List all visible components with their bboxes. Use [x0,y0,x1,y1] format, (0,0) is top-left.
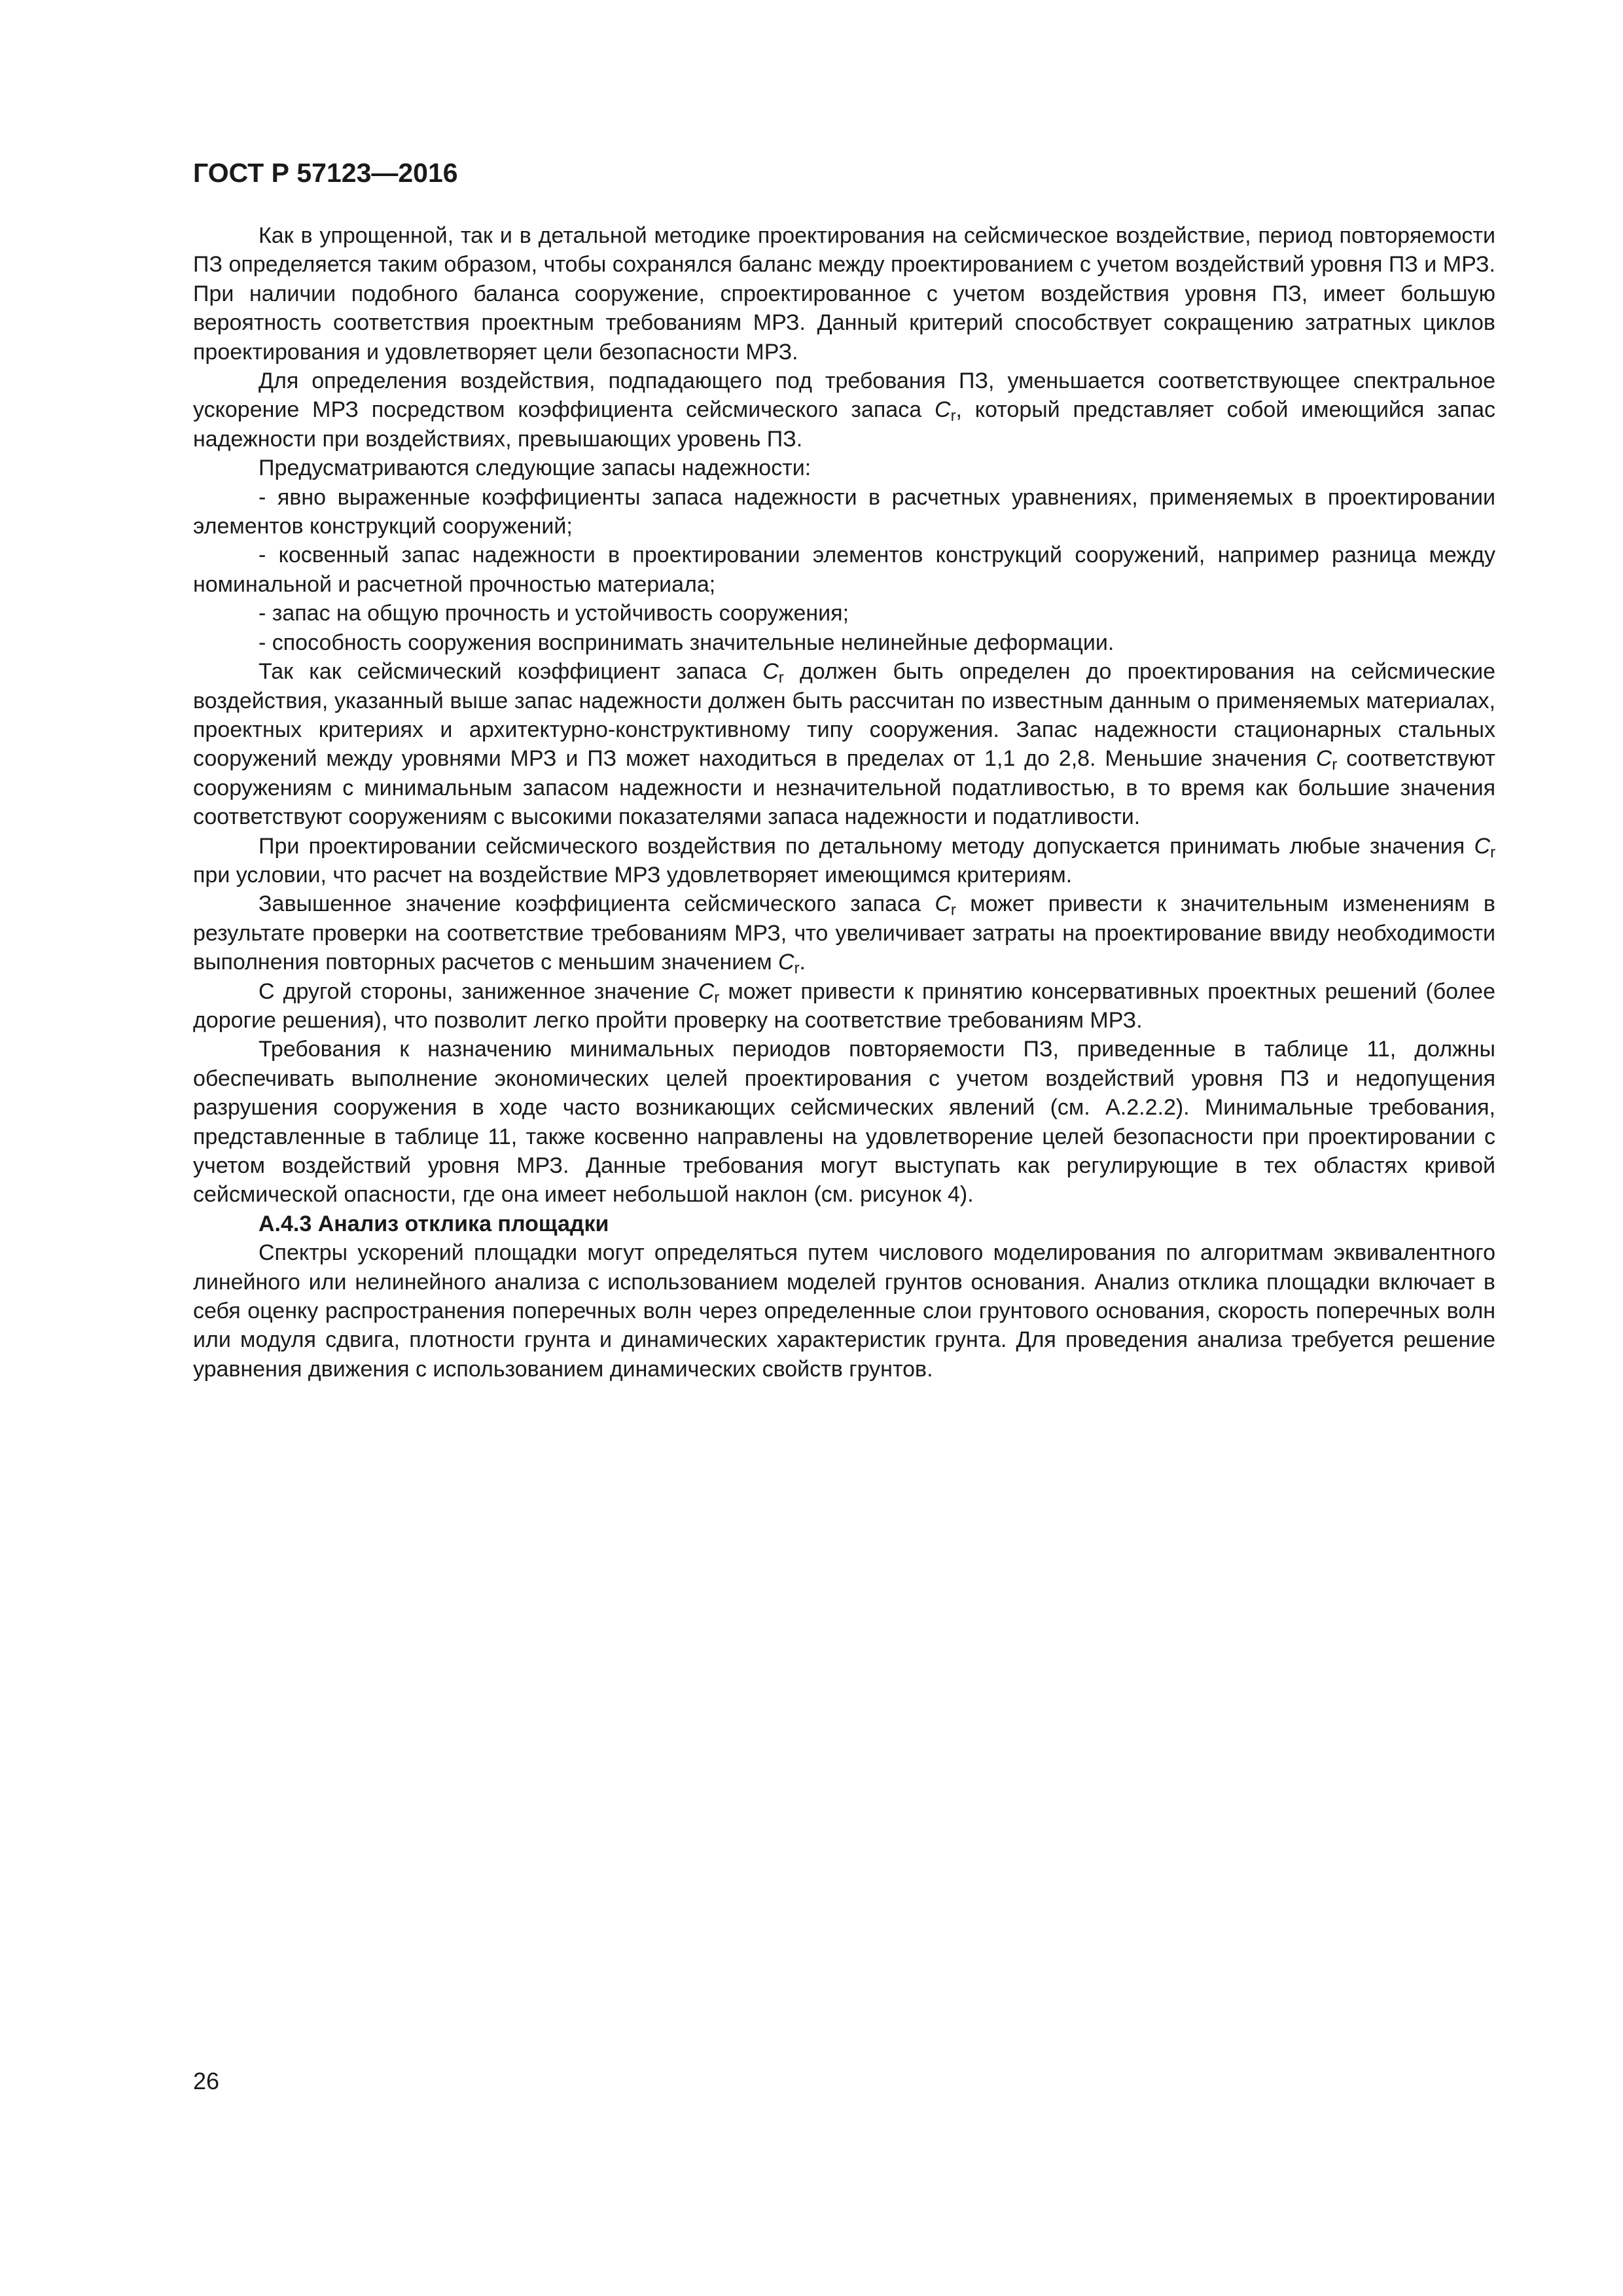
list-item-3: - запас на общую прочность и устойчивость сооружения; [259,601,849,626]
symbol-cr: $C_r$ [698,978,720,1007]
paragraph-2 [193,367,1495,454]
symbol-cr: $C_r$ [762,659,784,687]
document-body [193,221,1495,1384]
paragraph-6-text-b: может привести к значительным изменениям в результате проверки на соответствие требованиям МРЗ, что увеличивает затраты на проектирование ввиду необходимости выполнения повторных расчетов с меньшим значением [193,891,1495,975]
paragraph-6-text-c: . [799,950,806,975]
page-number: 26 [193,2068,220,2094]
symbol-cr: $C_r$ [778,950,800,978]
paragraph-4 [193,657,1495,831]
document-code-header: ГОСТ Р 57123—2016 [193,158,458,188]
paragraph-5 [193,832,1495,890]
paragraph-4-text-b: должен быть определен до проектирования на сейсмические воздействия, указанный выше запас надежности должен быть рассчитан по известным данным о применяемых материалах, проектных критериях и архитектурно-конструктивному типу сооружения. Запас надежности стационарных стальных сооружений между уровнями МРЗ и ПЗ может находиться в пределах от 1,1 до 2,8. Меньшие значения [193,659,1495,772]
list-item-4: - способность сооружения воспринимать значительные нелинейные деформации. [259,630,1115,655]
paragraph-8: Требования к назначению минимальных периодов повторяемости ПЗ, приведенные в таблице 11, должны обеспечивать выполнение экономических целей проектирования с учетом воздействий уровня ПЗ и недопущения разрушения сооружения в ходе часто возникающих сейсмических явлений (см. А.2.2.2). Минимальные требования, представленные в таблице 11, также косвенно направлены на удовлетворение целей безопасности при проектировании с учетом воздействий уровня МРЗ. Данные требования могут выступать как регулирующие в тех областях кривой сейсмической опасности, где она имеет небольшой наклон (см. рисунок 4). [193,1037,1495,1208]
document-page [193,157,1495,1384]
section-heading-a43: А.4.3 Анализ отклика площадки [259,1211,609,1236]
list-item-2: - косвенный запас надежности в проектировании элементов конструкций сооружений, например разница между номинальной и расчетной прочностью материала; [193,543,1495,597]
symbol-cr: $C_r$ [1315,746,1338,774]
symbol-cr: $C_r$ [1474,833,1495,861]
paragraph-7-text-b: может привести к принятию консервативных проектных решений (более дорогие решения), что позволит легко пройти проверку на соответствие требованиям МРЗ. [193,978,1495,1033]
paragraph-7 [193,977,1495,1035]
paragraph-1: Как в упрощенной, так и в детальной методике проектирования на сейсмическое воздействие, период повторяемости ПЗ определяется таким образом, чтобы сохранялся баланс между проектированием с учетом воздействий уровня ПЗ и МРЗ. При наличии подобного баланса сооружение, спроектированное с учетом воздействия уровня ПЗ, имеет большую вероятность соответствия проектным требованиям МРЗ. Данный критерий способствует сокращению затратных циклов проектирования и удовлетворяет цели безопасности МРЗ. [193,223,1495,365]
symbol-cr: $C_r$ [935,891,956,920]
paragraph-4-text-c: соответствуют сооружениям с минимальным запасом надежности и незначительной податливостью, в то время как большие значения соответствуют сооружениям с высокими показателями запаса надежности и податливости. [193,746,1495,830]
paragraph-6-text-a: Завышенное значение коэффициента сейсмического запаса [259,891,935,917]
list-item-1: - явно выраженные коэффициенты запаса надежности в расчетных уравнениях, применяемых в проектировании элементов конструкций сооружений; [193,484,1495,539]
paragraph-2-text-b: , который представляет собой имеющийся запас надежности при воздействиях, превышающих уровень ПЗ. [193,397,1495,452]
paragraph-6 [193,889,1495,977]
paragraph-5-text-a: При проектировании сейсмического воздействия по детальному методу допускается принимать любые значения [259,833,1474,859]
paragraph-5-text-b: при условии, что расчет на воздействие МРЗ удовлетворяет имеющимся критериям. [193,862,1073,888]
paragraph-7-text-a: С другой стороны, заниженное значение [259,978,698,1004]
paragraph-4-text-a: Так как сейсмический коэффициент запаса [259,659,763,685]
symbol-cr: $C_r$ [935,397,956,425]
paragraph-3: Предусматриваются следующие запасы надежности: [259,456,812,481]
paragraph-9: Спектры ускорений площадки могут определяться путем числового моделирования по алгоритмам эквивалентного линейного или нелинейного анализа с использованием моделей грунтов основания. Анализ отклика площадки включает в себя оценку распространения поперечных волн через определенные слои грунтового основания, скорость поперечных волн или модуля сдвига, плотности грунта и динамических характеристик грунта. Для проведения анализа требуется решение уравнения движения с использованием динамических свойств грунтов. [193,1240,1495,1382]
paragraph-2-text-a: Для определения воздействия, подпадающего под требования ПЗ, уменьшается соответствующее спектральное ускорение МРЗ посредством коэффициента сейсмического запаса [193,368,1495,423]
